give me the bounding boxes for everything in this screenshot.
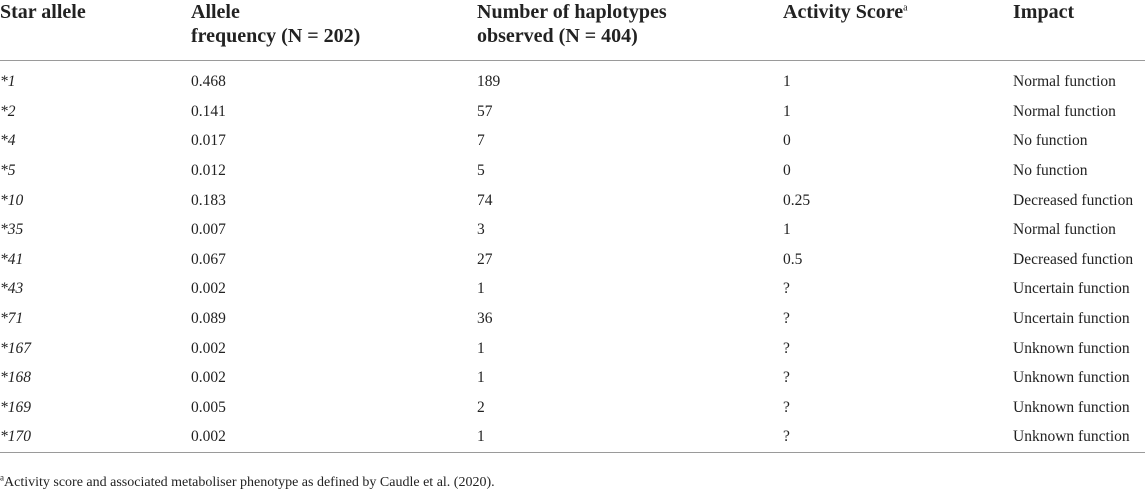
table-header bbox=[0, 0, 1145, 60]
cell-allele-frequency: 0.002 bbox=[191, 369, 226, 387]
table-footnote bbox=[0, 474, 495, 492]
cell-allele-frequency: 0.002 bbox=[191, 339, 226, 357]
cell-haplotypes: 74 bbox=[477, 191, 493, 209]
cell-activity-score: 0 bbox=[783, 162, 791, 180]
cell-activity-score: 0.5 bbox=[783, 250, 803, 268]
header-allele-frequency-line1: Allele bbox=[191, 1, 240, 23]
cell-activity-score: 1 bbox=[783, 73, 791, 91]
cell-star-allele: *2 bbox=[0, 102, 16, 120]
cell-impact: Unknown function bbox=[1013, 423, 1145, 453]
cell-impact: Decreased function bbox=[1013, 191, 1134, 209]
cell-activity-score: ? bbox=[783, 423, 1013, 453]
cell-allele-frequency: 0.007 bbox=[191, 221, 226, 239]
table-row bbox=[0, 275, 1145, 305]
cell-allele-frequency: 0.067 bbox=[191, 250, 226, 268]
cell-impact: Normal function bbox=[1013, 102, 1116, 120]
header-impact-text: Impact bbox=[1013, 1, 1075, 23]
header-haplotypes bbox=[477, 0, 783, 60]
footnote-marker: a bbox=[903, 2, 908, 14]
cell-activity-score: 1 bbox=[783, 102, 791, 120]
table-row bbox=[0, 393, 1145, 423]
cell-allele-frequency: 0.141 bbox=[191, 102, 226, 120]
header-star-allele-text: Star allele bbox=[0, 1, 86, 23]
cell-allele-frequency: 0.183 bbox=[191, 191, 226, 209]
cell-star-allele: *10 bbox=[0, 191, 24, 209]
cell-impact: Uncertain function bbox=[1013, 280, 1130, 298]
cell-star-allele: *168 bbox=[0, 369, 31, 387]
cell-star-allele: *41 bbox=[0, 250, 24, 268]
cell-impact: Decreased function bbox=[1013, 250, 1134, 268]
cell-allele-frequency: 0.005 bbox=[191, 398, 226, 416]
cell-allele-frequency: 0.017 bbox=[191, 132, 226, 150]
cell-activity-score: ? bbox=[783, 339, 790, 357]
table-row bbox=[0, 423, 1145, 453]
header-haplotypes-line2: observed (N = 404) bbox=[477, 25, 638, 47]
cell-impact: Unknown function bbox=[1013, 369, 1130, 387]
table-body bbox=[0, 60, 1145, 453]
cell-haplotypes: 1 bbox=[477, 339, 485, 357]
cell-star-allele: *167 bbox=[0, 339, 31, 357]
cell-haplotypes: 57 bbox=[477, 102, 493, 120]
cell-allele-frequency: 0.468 bbox=[191, 73, 226, 91]
cell-impact: Normal function bbox=[1013, 221, 1116, 239]
table-row bbox=[0, 97, 1145, 127]
cell-haplotypes: 27 bbox=[477, 250, 493, 268]
cell-impact: No function bbox=[1013, 162, 1088, 180]
cell-haplotypes: 3 bbox=[477, 221, 485, 239]
table-row bbox=[0, 156, 1145, 186]
header-impact bbox=[1013, 0, 1145, 60]
cell-impact: Uncertain function bbox=[1013, 310, 1130, 328]
cell-activity-score: 0 bbox=[783, 132, 791, 150]
table-row bbox=[0, 186, 1145, 216]
footnote-marker-symbol: a bbox=[0, 472, 4, 483]
header-allele-frequency bbox=[191, 0, 477, 60]
cell-star-allele: *43 bbox=[0, 280, 24, 298]
cell-star-allele: *4 bbox=[0, 132, 16, 150]
table-row bbox=[0, 68, 1145, 98]
cell-star-allele: *1 bbox=[0, 73, 16, 91]
header-activity-score bbox=[783, 0, 1013, 60]
cell-activity-score: ? bbox=[783, 310, 790, 328]
cell-haplotypes: 5 bbox=[477, 162, 485, 180]
table-row bbox=[0, 363, 1145, 393]
header-activity-score-text: Activity Score bbox=[783, 1, 904, 23]
cell-impact: No function bbox=[1013, 132, 1088, 150]
cell-star-allele: *71 bbox=[0, 310, 24, 328]
table-row bbox=[0, 334, 1145, 364]
cell-impact: Unknown function bbox=[1013, 398, 1130, 416]
cell-haplotypes: 1 bbox=[477, 369, 485, 387]
cell-activity-score: ? bbox=[783, 398, 790, 416]
header-haplotypes-line1: Number of haplotypes bbox=[477, 1, 667, 23]
cell-activity-score: 1 bbox=[783, 221, 791, 239]
cell-star-allele: *35 bbox=[0, 221, 24, 239]
table-row bbox=[0, 304, 1145, 334]
cell-impact: Unknown function bbox=[1013, 339, 1130, 357]
cell-allele-frequency: 0.089 bbox=[191, 310, 226, 328]
table-row bbox=[0, 127, 1145, 157]
header-allele-frequency-line2: frequency (N = 202) bbox=[191, 25, 361, 47]
table-row bbox=[0, 215, 1145, 245]
cell-activity-score: ? bbox=[783, 280, 790, 298]
header-row bbox=[0, 0, 1145, 60]
cell-activity-score: ? bbox=[783, 369, 790, 387]
cell-haplotypes: 1 bbox=[477, 280, 485, 298]
cell-star-allele: *169 bbox=[0, 398, 31, 416]
cell-activity-score: 0.25 bbox=[783, 191, 811, 209]
cell-haplotypes: 7 bbox=[477, 132, 485, 150]
cell-allele-frequency: 0.002 bbox=[191, 423, 477, 453]
cell-star-allele: *170 bbox=[0, 423, 191, 453]
cell-haplotypes: 189 bbox=[477, 73, 501, 91]
table-row bbox=[0, 245, 1145, 275]
header-star-allele bbox=[0, 0, 191, 60]
spacer-row bbox=[0, 60, 1145, 68]
cell-star-allele: *5 bbox=[0, 162, 16, 180]
cell-allele-frequency: 0.002 bbox=[191, 280, 226, 298]
cell-haplotypes: 2 bbox=[477, 398, 485, 416]
cell-haplotypes: 36 bbox=[477, 310, 493, 328]
cell-impact: Normal function bbox=[1013, 73, 1116, 91]
cell-allele-frequency: 0.012 bbox=[191, 162, 226, 180]
cell-haplotypes: 1 bbox=[477, 423, 783, 453]
footnote-text: Activity score and associated metaboliser phenotype as defined by Caudle et al. (2020). bbox=[4, 475, 495, 490]
